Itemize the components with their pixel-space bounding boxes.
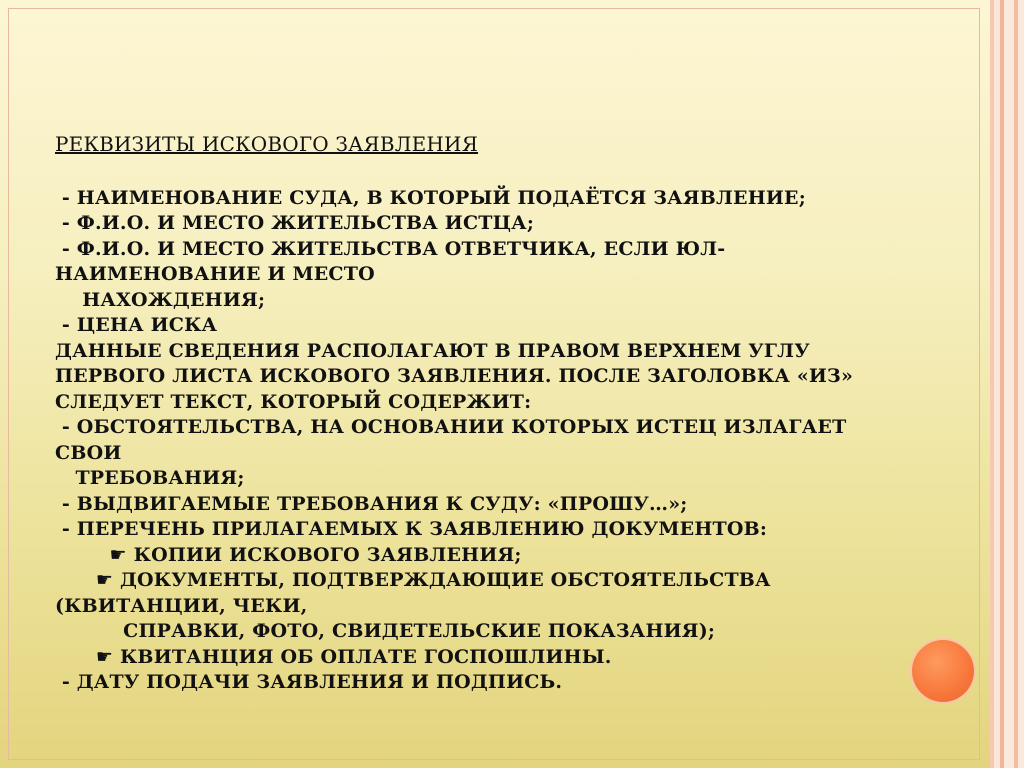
text-line: ДАННЫЕ СВЕДЕНИЯ РАСПОЛАГАЮТ В ПРАВОМ ВЕРХНЕМ УГЛУ — [55, 339, 810, 362]
text-line: - ЦЕНА ИСКА — [55, 314, 218, 336]
text-line: - НАИМЕНОВАНИЕ СУДА, В КОТОРЫЙ ПОДАЁТСЯ ЗАЯВЛЕНИЕ; — [55, 186, 806, 209]
pointing-hand-icon: ☛ — [95, 645, 114, 668]
text-line: - ВЫДВИГАЕМЫЕ ТРЕБОВАНИЯ К СУДУ: «ПРОШУ…»; — [55, 492, 688, 515]
text-line: (КВИТАНЦИИ, ЧЕКИ, — [55, 594, 308, 617]
text-line: - ОБСТОЯТЕЛЬСТВА, НА ОСНОВАНИИ КОТОРЫХ ИСТЕЦ ИЗЛАГАЕТ — [55, 416, 847, 438]
pointing-hand-icon: ☛ — [95, 569, 114, 591]
right-decorative-stripes — [980, 0, 1024, 768]
stripe — [1004, 0, 1014, 768]
bullet-line — [55, 645, 955, 671]
slide-title: РЕКВИЗИТЫ ИСКОВОГО ЗАЯВЛЕНИЯ — [55, 132, 479, 156]
pointing-hand-icon: ☛ — [109, 543, 127, 566]
text-line: - Ф.И.О. И МЕСТО ЖИТЕЛЬСТВА ИСТЦА; — [55, 212, 535, 234]
text-line: НАХОЖДЕНИЯ; — [55, 288, 266, 311]
text-line: - ДАТУ ПОДАЧИ ЗАЯВЛЕНИЯ И ПОДПИСЬ. — [55, 671, 563, 693]
bullet-text: КОПИИ ИСКОВОГО ЗАЯВЛЕНИЯ; — [133, 543, 522, 566]
bullet-text: ДОКУМЕНТЫ, ПОДТВЕРЖДАЮЩИЕ ОБСТОЯТЕЛЬСТВА — [119, 569, 771, 591]
stripe — [1018, 0, 1024, 768]
text-line: ПЕРВОГО ЛИСТА ИСКОВОГО ЗАЯВЛЕНИЯ. ПОСЛЕ ЗАГОЛОВКА «ИЗ» — [55, 365, 854, 387]
slide-content — [55, 132, 955, 696]
bullet-line — [55, 568, 955, 594]
bullet-line — [55, 543, 955, 569]
text-line: СЛЕДУЕТ ТЕКСТ, КОТОРЫЙ СОДЕРЖИТ: — [55, 390, 532, 413]
text-line: НАИМЕНОВАНИЕ И МЕСТО — [55, 263, 375, 285]
text-line: СВОИ — [55, 441, 122, 464]
text-line: - ПЕРЕЧЕНЬ ПРИЛАГАЕМЫХ К ЗАЯВЛЕНИЮ ДОКУМЕНТОВ: — [55, 518, 768, 540]
text-line: СПРАВКИ, ФОТО, СВИДЕТЕЛЬСКИЕ ПОКАЗАНИЯ); — [55, 620, 716, 642]
bullet-text: КВИТАНЦИЯ ОБ ОПЛАТЕ ГОСПОШЛИНЫ. — [119, 645, 612, 668]
text-line: - Ф.И.О. И МЕСТО ЖИТЕЛЬСТВА ОТВЕТЧИКА, ЕСЛИ ЮЛ- — [55, 237, 726, 260]
text-line: ТРЕБОВАНИЯ; — [55, 467, 245, 489]
